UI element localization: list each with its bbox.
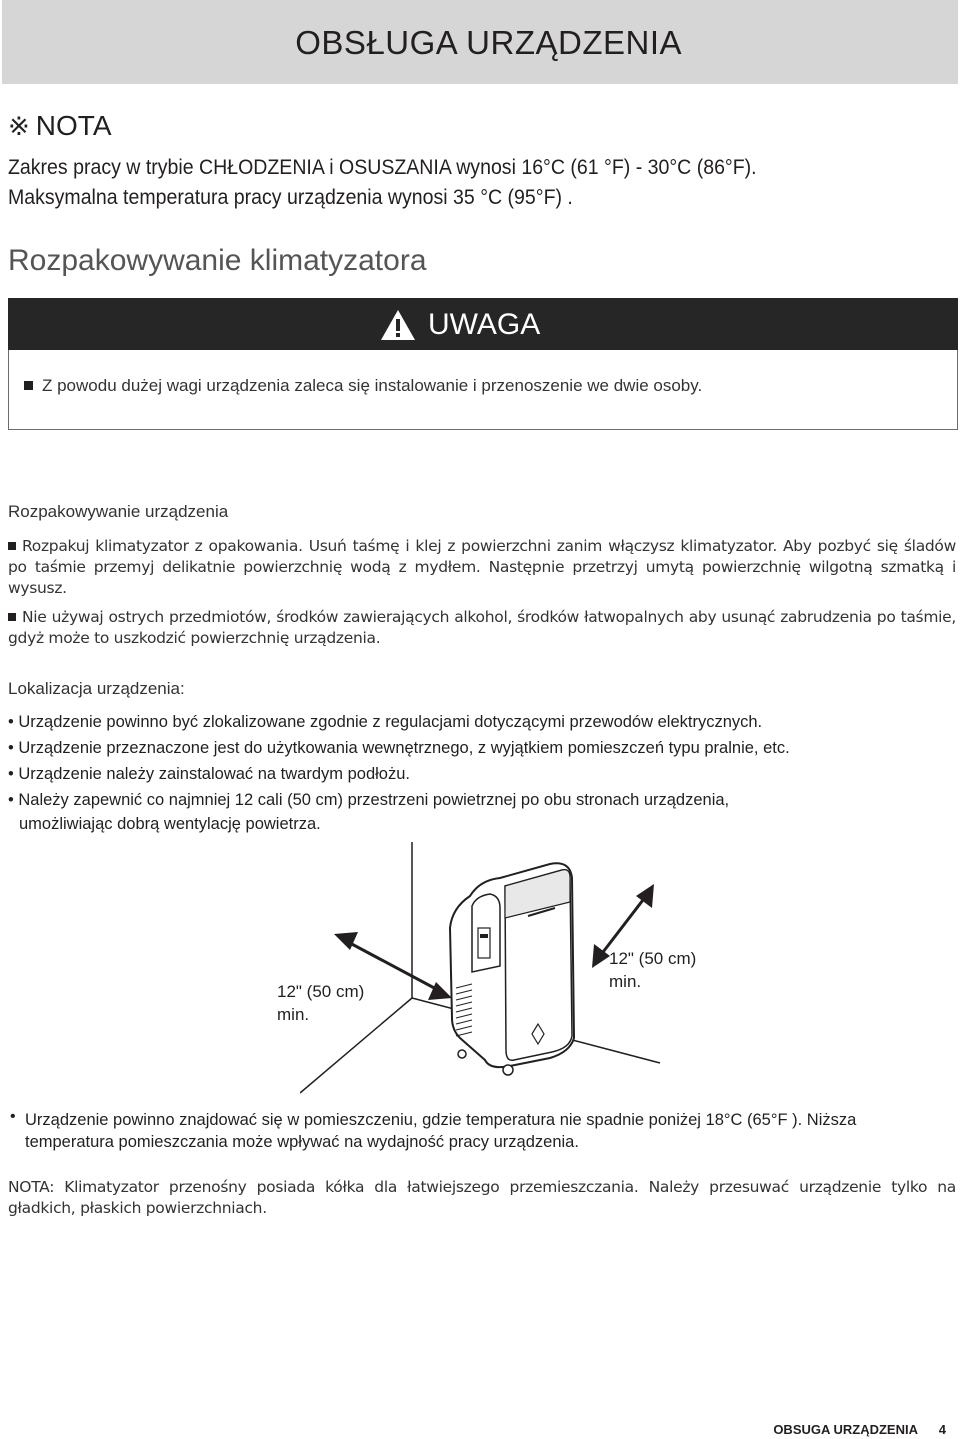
right-clearance-label-2: min. [609, 972, 642, 991]
location-item-2 [8, 739, 790, 758]
temperature-line-1: Urządzenie powinno znajdować się w pomieszczeniu, gdzie temperatura nie spadnie poniżej 18°C (65°F ). Niższa [25, 1111, 857, 1129]
bottom-note: NOTA: Klimatyzator przenośny posiada kółka dla łatwiejszego przemieszczania. Należy przesuwać urządzenie tylko na gładkich, płaskich powierzchniach. [8, 1178, 956, 1217]
left-clearance-label [277, 980, 364, 1026]
bullet-square-icon [8, 613, 16, 621]
bullet-square-icon [24, 381, 33, 390]
bullet-dot-icon: • [8, 713, 19, 731]
nota-heading-text: NOTA [35, 110, 112, 141]
reference-mark-icon: ※ [8, 111, 30, 141]
page-title: OBSŁUGA URZĄDZENIA [295, 24, 682, 61]
section-title-unpacking: Rozpakowywanie klimatyzatora [8, 244, 427, 277]
subsection-title-location: Lokalizacja urządzenia: [8, 679, 185, 698]
warning-text: Z powodu dużej wagi urządzenia zaleca się instalowanie i przenoszenie we dwie osoby. [42, 376, 703, 395]
nota-line-1: Zakres pracy w trybie CHŁODZENIA i OSUSZANIA wynosi 16°C (61 °F) - 30°C (86°F). [8, 156, 757, 179]
left-clearance-label-1: 12" (50 cm) [277, 982, 365, 1001]
unpack-item-2 [8, 607, 956, 649]
warning-title: UWAGA [428, 308, 541, 341]
location-item-1-text: Urządzenie powinno być zlokalizowane zgodnie z regulacjami dotyczącymi przewodów elektrycznych. [18, 713, 763, 731]
footer-title: OBSUGA URZĄDZENIA [773, 1422, 918, 1437]
bullet-dot-icon: • [8, 765, 19, 783]
unpack-item-2-text: Nie używaj ostrych przedmiotów, środków zawierających alkohol, środków łatwopalnych aby usunąć zabrudzenia po taśmie, gdyż może to uszkodzić powierzchnię urządzenia. [8, 608, 956, 647]
location-item-2-text: Urządzenie przeznaczone jest do użytkowania wewnętrznego, z wyjątkiem pomieszczeń typu pralnie, etc. [18, 739, 790, 757]
bullet-square-icon [8, 542, 16, 550]
subsection-title-unpack-device: Rozpakowywanie urządzenia [8, 502, 229, 521]
location-item-1 [8, 713, 762, 732]
warning-triangle-icon [380, 309, 416, 341]
right-clearance-label-1: 12" (50 cm) [609, 949, 697, 968]
location-item-3 [8, 765, 410, 784]
nota-line-2: Maksymalna temperatura pracy urządzenia wynosi 35 °C (95°F) . [8, 186, 573, 209]
nota-heading [8, 110, 112, 142]
unpack-item-1-text: Rozpakuj klimatyzator z opakowania. Usuń taśmę i klej z powierzchni zanim włączysz klimatyzator. Aby pozbyć się śladów po taśmie przemyj delikatnie powierzchnię wodą z mydłem. Następnie przetrzyj umytą powierzchnię wilgotną szmatką i wysusz. [8, 537, 956, 597]
temperature-line-2: temperatura pomieszczania może wpływać na wydajność pracy urządzenia. [25, 1133, 579, 1151]
bullet-dot-icon: • [8, 739, 19, 757]
location-item-3-text: Urządzenie należy zainstalować na twardym podłożu. [18, 765, 410, 783]
unpack-item-1 [8, 536, 956, 599]
location-item-4 [8, 791, 729, 810]
location-item-4-cont: umożliwiając dobrą wentylację powietrza. [19, 815, 321, 833]
page-number: 4 [938, 1422, 946, 1437]
bullet-dot-icon: • [8, 791, 19, 809]
left-clearance-label-2: min. [277, 1005, 310, 1024]
bullet-dot-icon: • [10, 1108, 16, 1125]
air-conditioner-illustration [450, 863, 574, 1075]
location-item-4-text: Należy zapewnić co najmniej 12 cali (50 cm) przestrzeni powietrznej po obu stronach urządzenia, [18, 791, 730, 809]
right-clearance-label [609, 947, 696, 993]
